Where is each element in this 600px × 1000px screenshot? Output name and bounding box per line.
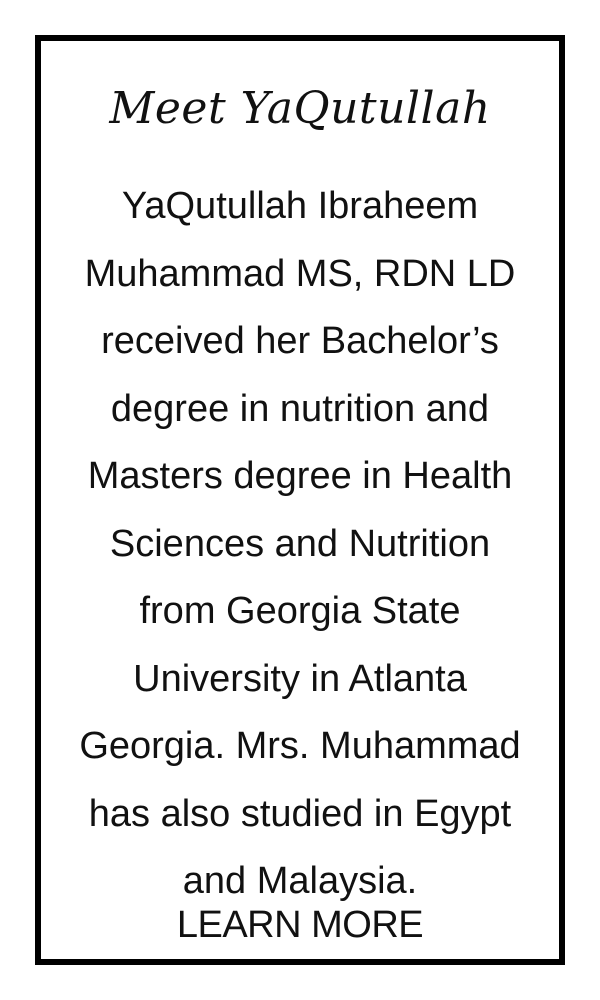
bio-line: Masters degree in Health [87, 455, 513, 497]
card-heading: Meet YaQutullah [109, 83, 491, 134]
bio-line: YaQutullah Ibraheem [121, 185, 479, 227]
bio-line: University in Atlanta [133, 657, 467, 700]
bio-line: Muhammad MS, RDN LD [84, 252, 516, 295]
bio-line: and Malaysia. [182, 860, 418, 902]
bio-text [41, 173, 559, 916]
learn-more-link[interactable]: LEARN MORE [176, 904, 424, 946]
bio-line: Sciences and Nutrition [109, 522, 491, 565]
bio-line: has also studied in Egypt [88, 792, 512, 835]
bio-card [35, 35, 565, 965]
bio-line: from Georgia State [139, 590, 461, 632]
bio-line: received her Bachelor’s [101, 320, 499, 362]
bio-line: Georgia. Mrs. Muhammad [79, 725, 521, 767]
bio-line: degree in nutrition and [110, 387, 490, 430]
